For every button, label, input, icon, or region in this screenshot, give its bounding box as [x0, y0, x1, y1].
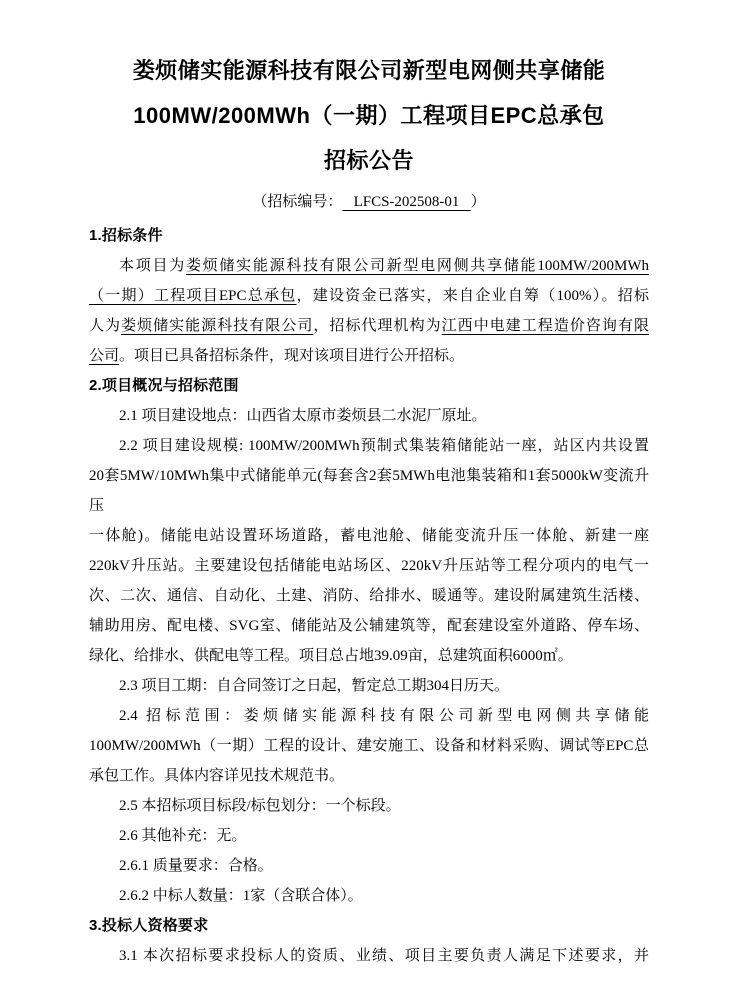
doc-line	[89, 791, 649, 821]
doc-line	[89, 401, 649, 431]
text-run: 20套5MW/10MWh集中式储能单元(每套含2套5MWh电池集装箱和1套5000kW变流升压	[89, 468, 649, 514]
title-line-2: 100MW/200MWh（一期）工程项目EPC总承包	[133, 103, 605, 128]
text-run: 一体舱)。储能电站设置环场道路，蓄电池舱、储能变流升压一体舱、新建一座	[89, 528, 649, 544]
text-run: 人为	[89, 318, 122, 334]
section-heading	[89, 371, 649, 401]
text-run: 2.1 项目建设地点：山西省太原市娄烦县二水泥厂原址。	[119, 408, 487, 424]
text-run: ，招标代理机构为	[313, 318, 442, 334]
text-run: 2.6.1 质量要求：合格。	[119, 858, 273, 874]
text-run: 3.1 本次招标要求投标人的资质、业绩、项目主要负责人满足下述要求，并	[119, 948, 649, 964]
tender-number-value: LFCS-202508-01	[342, 194, 471, 210]
doc-line	[89, 341, 649, 371]
underlined-text-run: 公司	[89, 348, 120, 364]
document-body	[89, 221, 649, 971]
doc-line	[89, 731, 649, 761]
doc-line	[89, 851, 649, 881]
underlined-text-run: 娄烦储实能源科技有限公司	[121, 318, 314, 334]
text-run: 2.4 招标范围：娄烦储实能源科技有限公司新型电网侧共享储能	[119, 708, 649, 724]
doc-line	[89, 311, 649, 341]
text-run: 100MW/200MWh（一期）工程的设计、建安施工、设备和材料采购、调试等EPC总	[89, 738, 649, 754]
tender-number-prefix: （招标编号：	[252, 194, 343, 210]
doc-line	[89, 641, 649, 671]
text-run: 辅助用房、配电楼、SVG室、储能站及公辅建筑等，配套建设室外道路、停车场、	[89, 618, 649, 634]
text-run: 2.项目概况与招标范围	[89, 377, 239, 394]
doc-line	[89, 551, 649, 581]
doc-line	[89, 251, 649, 281]
text-run: 绿化、给排水、供配电等工程。项目总占地39.09亩，总建筑面积6000㎡。	[89, 648, 573, 664]
text-run: 2.6.2 中标人数量：1家（含联合体）。	[119, 888, 363, 904]
text-run: 2.6 其他补充：无。	[119, 828, 247, 844]
doc-line	[89, 431, 649, 461]
document-title	[89, 48, 649, 183]
underlined-text-run: （一期）工程项目EPC总承包	[89, 288, 297, 304]
section-heading	[89, 911, 649, 941]
tender-number-suffix: ）	[470, 194, 486, 210]
underlined-text-run: 娄烦储实能源科技有限公司新型电网侧共享储能100MW/200MWh	[185, 258, 649, 274]
text-run: 本项目为	[119, 258, 186, 274]
text-run: ，建设资金已落实，来自企业自筹（100%）。招标	[296, 288, 650, 304]
text-run: 1.招标条件	[89, 227, 163, 244]
text-run: 220kV升压站。主要建设包括储能电站场区、220kV升压站等工程分项内的电气一	[89, 558, 649, 574]
doc-line	[89, 581, 649, 611]
doc-line	[89, 281, 649, 311]
doc-line	[89, 701, 649, 731]
doc-line	[89, 761, 649, 791]
text-run: 。项目已具备招标条件，现对该项目进行公开招标。	[119, 348, 465, 364]
doc-line	[89, 461, 649, 521]
title-line-3: 招标公告	[323, 148, 414, 173]
doc-line	[89, 881, 649, 911]
text-run: 次、二次、通信、自动化、土建、消防、给排水、暖通等。建设附属建筑生活楼、	[89, 588, 649, 604]
doc-line	[89, 821, 649, 851]
underlined-text-run: 江西中电建工程造价咨询有限	[441, 318, 649, 334]
tender-number-line	[89, 183, 649, 221]
doc-line	[89, 671, 649, 701]
text-run: 承包工作。具体内容详见技术规范书。	[89, 768, 345, 784]
doc-line	[89, 611, 649, 641]
section-heading	[89, 221, 649, 251]
doc-line	[89, 521, 649, 551]
text-run: 2.5 本招标项目标段/标包划分：一个标段。	[119, 798, 401, 814]
text-run: 3.投标人资格要求	[89, 917, 209, 934]
text-run: 2.3 项目工期：自合同签订之日起，暂定总工期304日历天。	[119, 678, 510, 694]
title-line-1: 娄烦储实能源科技有限公司新型电网侧共享储能	[132, 58, 606, 83]
text-run: 2.2 项目建设规模: 100MW/200MWh预制式集装箱储能站一座，站区内共设置	[119, 438, 649, 454]
doc-line	[89, 941, 649, 971]
